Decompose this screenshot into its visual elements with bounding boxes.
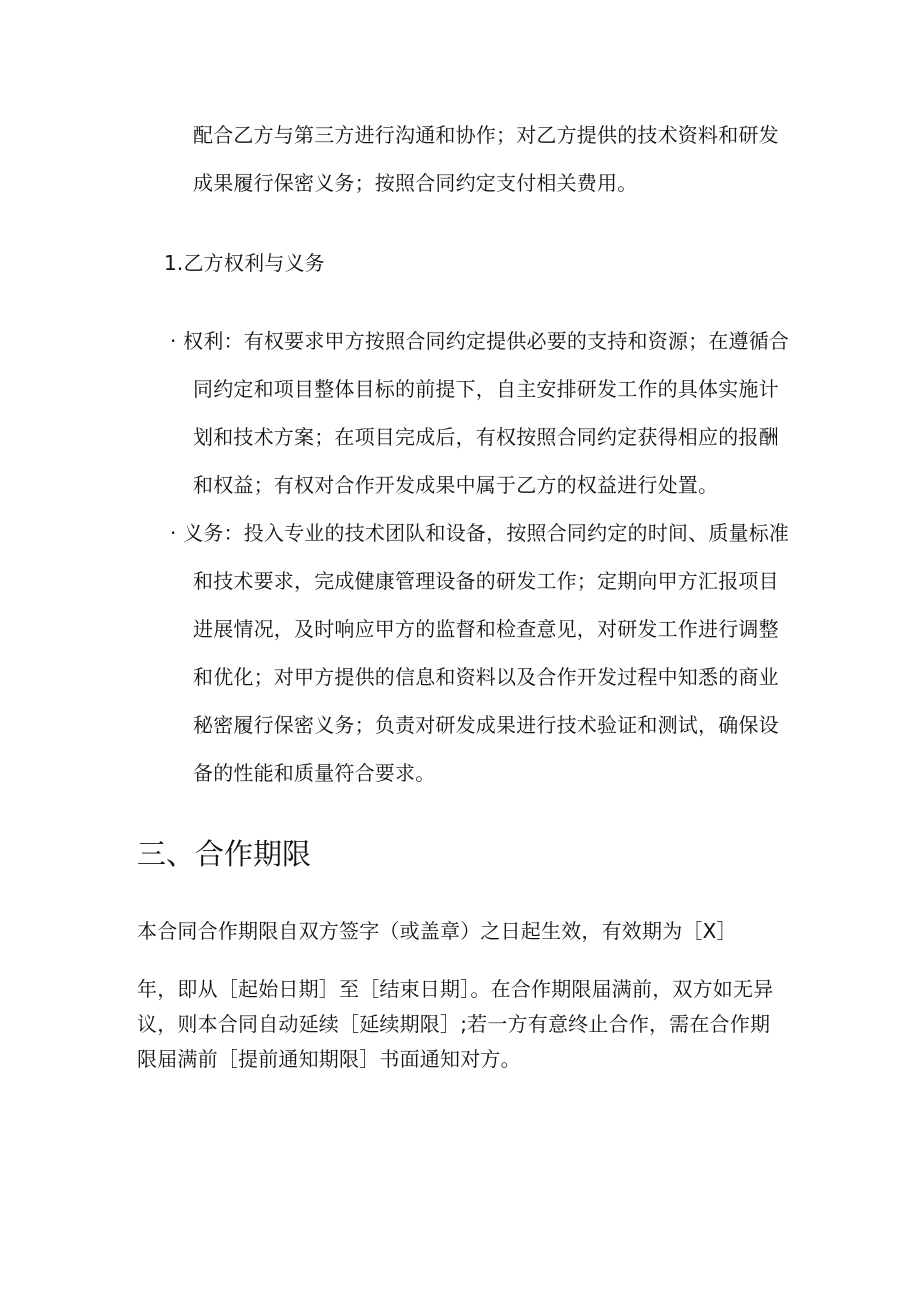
rights-line-2: 同约定和项目整体目标的前提下，自主安排研发工作的具体实施计: [193, 377, 779, 401]
obligations-line-6: 备的性能和质量符合要求。: [193, 761, 436, 785]
section3-line-2: 年，即从［起始日期］至［结束日期］。在合作期限届满前，双方如无异: [137, 977, 774, 1001]
obligations-line-2: 和技术要求，完成健康管理设备的研发工作；定期向甲方汇报项目: [193, 569, 779, 593]
section3-line-4: 限届满前［提前通知期限］书面通知对方。: [137, 1047, 521, 1071]
section3-line-3: 议，则本合同自动延续［延续期限］;若一方有意终止合作，需在合作期: [137, 1012, 771, 1036]
obligations-line-1: · 义务：投入专业的技术团队和设备，按照合同约定的时间、质量标准: [170, 521, 790, 545]
obligations-line-4: 和优化；对甲方提供的信息和资料以及合作开发过程中知悉的商业: [193, 665, 779, 689]
section-heading: 三、合作期限: [137, 837, 312, 871]
intro-line-1: 配合乙方与第三方进行沟通和协作；对乙方提供的技术资料和研发: [193, 123, 779, 147]
rights-line-4: 和权益；有权对合作开发成果中属于乙方的权益进行处置。: [193, 473, 719, 497]
subsection-title: 1.乙方权利与义务: [164, 251, 325, 275]
obligations-line-3: 进展情况，及时响应甲方的监督和检查意见，对研发工作进行调整: [193, 617, 779, 641]
section3-line-1: 本合同合作期限自双方签字（或盖章）之日起生效，有效期为［X］: [137, 919, 737, 943]
obligations-line-5: 秘密履行保密义务；负责对研发成果进行技术验证和测试，确保设: [193, 713, 779, 737]
rights-line-3: 划和技术方案；在项目完成后，有权按照合同约定获得相应的报酬: [193, 425, 779, 449]
intro-line-2: 成果履行保密义务；按照合同约定支付相关费用。: [193, 171, 638, 195]
rights-line-1: · 权利：有权要求甲方按照合同约定提供必要的支持和资源；在遵循合: [170, 329, 790, 353]
